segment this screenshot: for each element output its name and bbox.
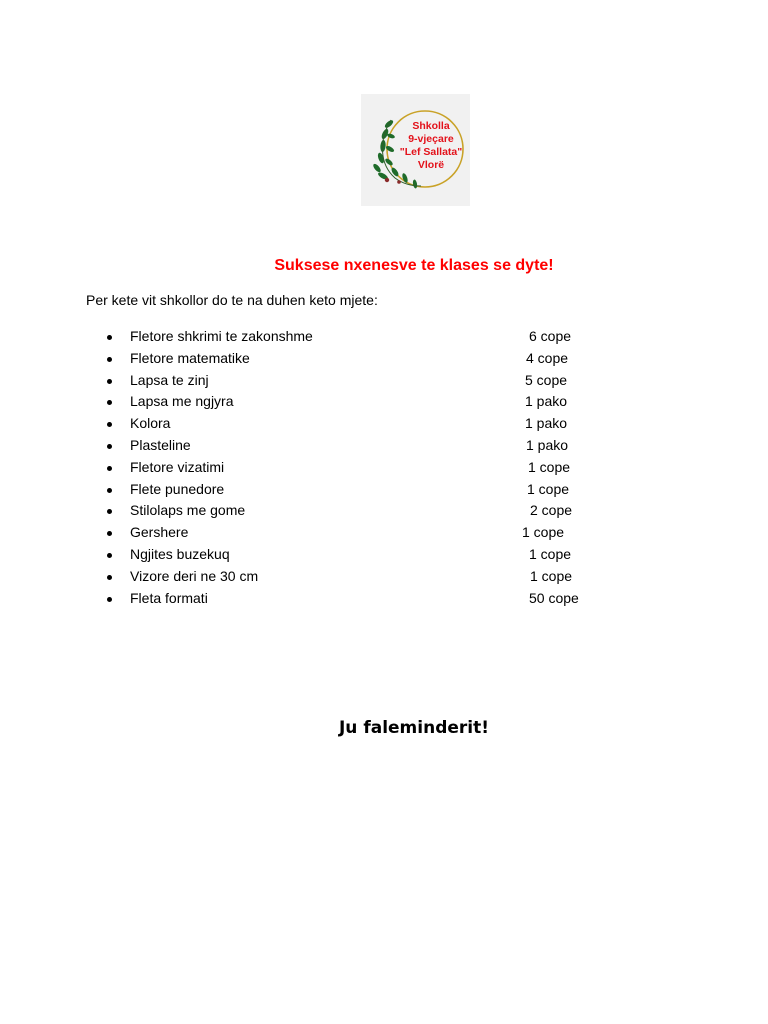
logo-line-4: Vlorë <box>417 159 445 171</box>
supplies-list <box>0 327 768 610</box>
list-item <box>0 589 768 611</box>
list-item <box>0 567 768 589</box>
item-quantity: 1 cope <box>530 567 573 584</box>
list-item <box>0 436 768 458</box>
item-name: Lapsa me ngjyra <box>130 393 234 410</box>
school-logo <box>361 94 470 206</box>
item-name: Flete punedore <box>130 480 225 497</box>
item-quantity: 1 cope <box>528 458 571 475</box>
bullet-icon <box>107 444 112 449</box>
item-name: Ngjites buzekuq <box>130 545 230 562</box>
bullet-icon <box>107 553 112 558</box>
item-name: Fletore vizatimi <box>130 458 225 475</box>
item-name: Fletore shkrimi te zakonshme <box>130 328 313 344</box>
item-quantity: 6 cope <box>529 328 572 344</box>
item-quantity: 1 cope <box>529 545 572 562</box>
list-item <box>0 392 768 414</box>
logo-text <box>395 120 467 172</box>
list-item <box>0 371 768 393</box>
list-item <box>0 458 768 480</box>
item-name: Plasteline <box>130 436 191 453</box>
bullet-icon <box>107 379 112 384</box>
item-name: Gershere <box>130 524 189 541</box>
list-item <box>0 480 768 502</box>
item-name: Fletore matematike <box>130 349 250 366</box>
logo-line-2: 9-vjeçare <box>408 133 454 145</box>
intro-text: Per kete vit shkollor do te na duhen keto mjete: <box>86 292 378 308</box>
list-item <box>0 414 768 436</box>
item-name: Vizore deri ne 30 cm <box>130 567 259 584</box>
list-item <box>0 501 768 523</box>
item-quantity: 1 pako <box>525 415 568 432</box>
item-quantity: 1 pako <box>526 436 569 453</box>
closing-text: Ju faleminderit! <box>338 718 489 738</box>
bullet-icon <box>107 400 112 405</box>
bullet-icon <box>107 509 112 514</box>
item-name: Lapsa te zinj <box>130 371 209 388</box>
list-item <box>0 327 768 349</box>
bullet-icon <box>107 488 112 493</box>
item-name: Fleta formati <box>130 589 208 606</box>
bullet-icon <box>107 531 112 536</box>
logo-line-3: "Lef Sallata" <box>399 146 463 158</box>
item-quantity: 50 cope <box>529 589 579 606</box>
item-quantity: 4 cope <box>526 349 569 366</box>
item-quantity: 1 pako <box>525 393 568 410</box>
item-quantity: 1 cope <box>522 524 565 541</box>
bullet-icon <box>107 597 112 602</box>
bullet-icon <box>107 422 112 427</box>
page-heading: Suksese nxenesve te klases se dyte! <box>274 257 554 274</box>
list-item <box>0 349 768 371</box>
bullet-icon <box>107 466 112 471</box>
logo-line-1: Shkolla <box>412 120 450 132</box>
list-item <box>0 523 768 545</box>
bullet-icon <box>107 575 112 580</box>
bullet-icon <box>107 357 112 362</box>
bullet-icon <box>107 335 112 340</box>
item-quantity: 1 cope <box>527 480 570 497</box>
list-item <box>0 545 768 567</box>
item-name: Stilolaps me gome <box>130 502 246 519</box>
item-name: Kolora <box>130 415 171 432</box>
item-quantity: 2 cope <box>530 502 573 519</box>
item-quantity: 5 cope <box>525 371 568 388</box>
